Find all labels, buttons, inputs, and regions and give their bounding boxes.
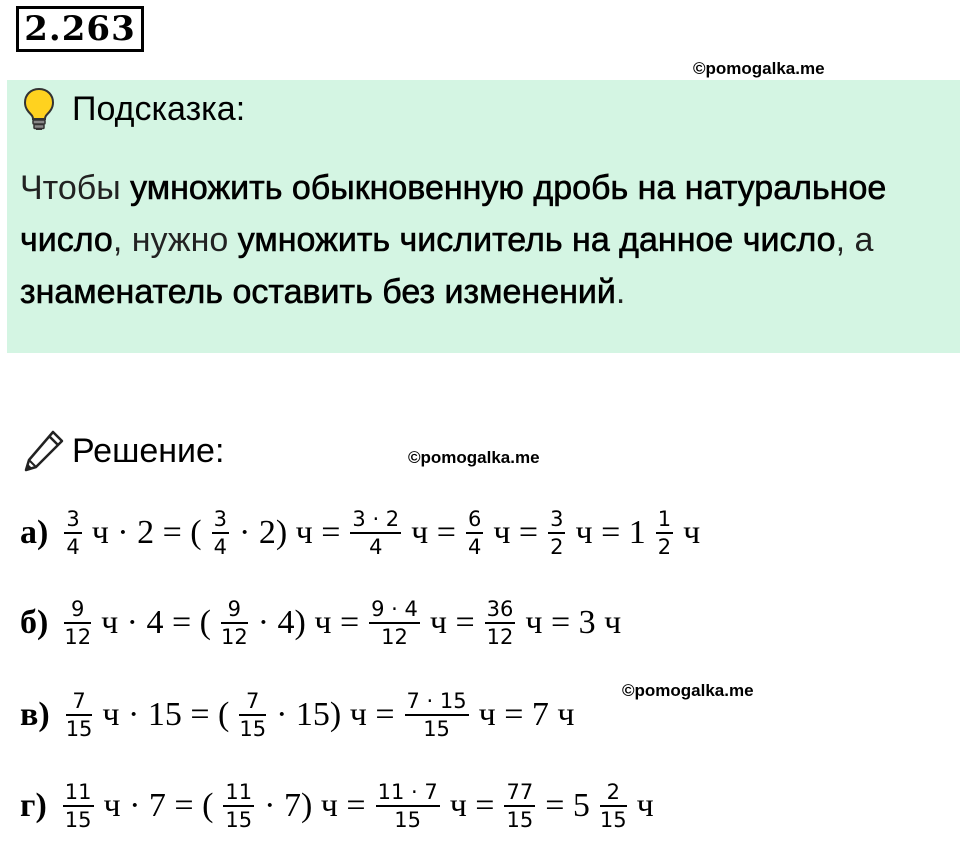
hint-text-part: . xyxy=(615,273,626,311)
expression-text: ч · 2 = ( xyxy=(91,514,202,551)
solution-row-d xyxy=(20,779,658,833)
hint-text-part: , нужно xyxy=(112,221,238,259)
solution-row-a xyxy=(20,506,704,560)
fraction xyxy=(548,506,565,560)
expression-text: ч = 7 ч xyxy=(478,696,575,733)
fraction xyxy=(63,779,94,833)
expression-text: ч = xyxy=(411,514,456,551)
expression-text: ч xyxy=(683,514,701,551)
numerator: 77 xyxy=(506,780,534,804)
fraction xyxy=(656,506,673,560)
hint-title: Подсказка: xyxy=(72,90,246,128)
fraction xyxy=(239,688,266,742)
denominator: 15 xyxy=(506,808,534,832)
expression-text: ч · 7 = ( xyxy=(103,787,214,824)
numerator: 11 xyxy=(225,780,253,804)
numerator: 7 xyxy=(246,689,260,713)
expression-text: · 7) ч = xyxy=(264,787,366,824)
lightbulb-icon xyxy=(22,86,56,132)
numerator: 9 · 4 xyxy=(371,597,418,621)
problem-number: 2.263 xyxy=(16,6,144,52)
watermark: ©pomogalka.me xyxy=(408,448,540,467)
numerator: 11 · 7 xyxy=(377,780,438,804)
hint-bold-part: умножить числитель на данное число xyxy=(237,221,836,259)
denominator: 4 xyxy=(66,535,80,559)
numerator: 9 xyxy=(227,597,242,621)
denominator: 12 xyxy=(486,625,514,649)
expression-text: · 4) ч = xyxy=(257,604,360,641)
denominator: 15 xyxy=(394,808,421,832)
expression-text: ч xyxy=(636,787,654,824)
hint-text xyxy=(20,162,955,318)
fraction xyxy=(405,688,469,742)
expression-text: · 2) ч = xyxy=(239,514,341,551)
fraction xyxy=(600,779,627,833)
fraction xyxy=(221,596,248,650)
denominator: 15 xyxy=(225,808,253,832)
denominator: 2 xyxy=(657,535,672,559)
numerator: 11 xyxy=(64,780,92,804)
fraction xyxy=(466,506,483,560)
denominator: 4 xyxy=(369,535,383,559)
fraction xyxy=(369,596,420,650)
numerator: 3 xyxy=(66,507,80,531)
pencil-icon xyxy=(22,428,66,474)
hint-bold-part: умножить обыкновенную дробь на натуральное число xyxy=(20,169,887,259)
solution-title: Решение: xyxy=(72,432,225,470)
numerator: 2 xyxy=(606,780,620,804)
hint-text-part: , а xyxy=(835,221,874,259)
row-label: в) xyxy=(20,696,50,733)
fraction xyxy=(376,779,440,833)
watermark: ©pomogalka.me xyxy=(693,59,825,78)
fraction xyxy=(485,596,516,650)
denominator: 15 xyxy=(65,717,93,741)
solution-row-b xyxy=(20,596,625,650)
fraction xyxy=(64,596,91,650)
expression-text: ч = xyxy=(429,604,475,641)
expression-text: ч · 15 = ( xyxy=(102,696,230,733)
expression-text: ч · 4 = ( xyxy=(101,604,211,641)
denominator: 12 xyxy=(381,625,408,649)
denominator: 4 xyxy=(467,535,482,559)
expression-text: · 15) ч = xyxy=(276,696,395,733)
fraction xyxy=(504,779,535,833)
denominator: 15 xyxy=(423,717,450,741)
fraction xyxy=(64,506,81,560)
expression-text: = 5 xyxy=(545,787,590,824)
numerator: 3 · 2 xyxy=(352,507,400,531)
numerator: 3 xyxy=(550,507,564,531)
expression-text: ч = 3 ч xyxy=(525,604,622,641)
solution-row-c xyxy=(20,688,578,742)
hint-bold-part: знаменатель оставить без изменений xyxy=(20,273,616,311)
denominator: 15 xyxy=(599,808,627,832)
fraction xyxy=(350,506,401,560)
row-label: а) xyxy=(20,514,49,551)
watermark: ©pomogalka.me xyxy=(622,681,754,700)
hint-text-part: Чтобы xyxy=(20,169,131,207)
row-label: г) xyxy=(20,787,47,824)
fraction xyxy=(223,779,254,833)
denominator: 12 xyxy=(64,625,92,649)
denominator: 4 xyxy=(213,535,227,559)
denominator: 12 xyxy=(220,625,248,649)
numerator: 7 · 15 xyxy=(406,689,467,713)
expression-text: ч = xyxy=(449,787,495,824)
expression-text: ч = 1 xyxy=(575,514,646,551)
denominator: 2 xyxy=(550,535,564,559)
denominator: 15 xyxy=(64,808,92,832)
numerator: 6 xyxy=(467,507,482,531)
fraction xyxy=(212,506,229,560)
fraction xyxy=(66,688,93,742)
numerator: 36 xyxy=(486,597,514,621)
numerator: 9 xyxy=(71,597,85,621)
numerator: 7 xyxy=(72,689,86,713)
numerator: 1 xyxy=(657,507,672,531)
denominator: 15 xyxy=(239,717,267,741)
expression-text: ч = xyxy=(493,514,539,551)
numerator: 3 xyxy=(213,507,227,531)
row-label: б) xyxy=(20,604,49,641)
